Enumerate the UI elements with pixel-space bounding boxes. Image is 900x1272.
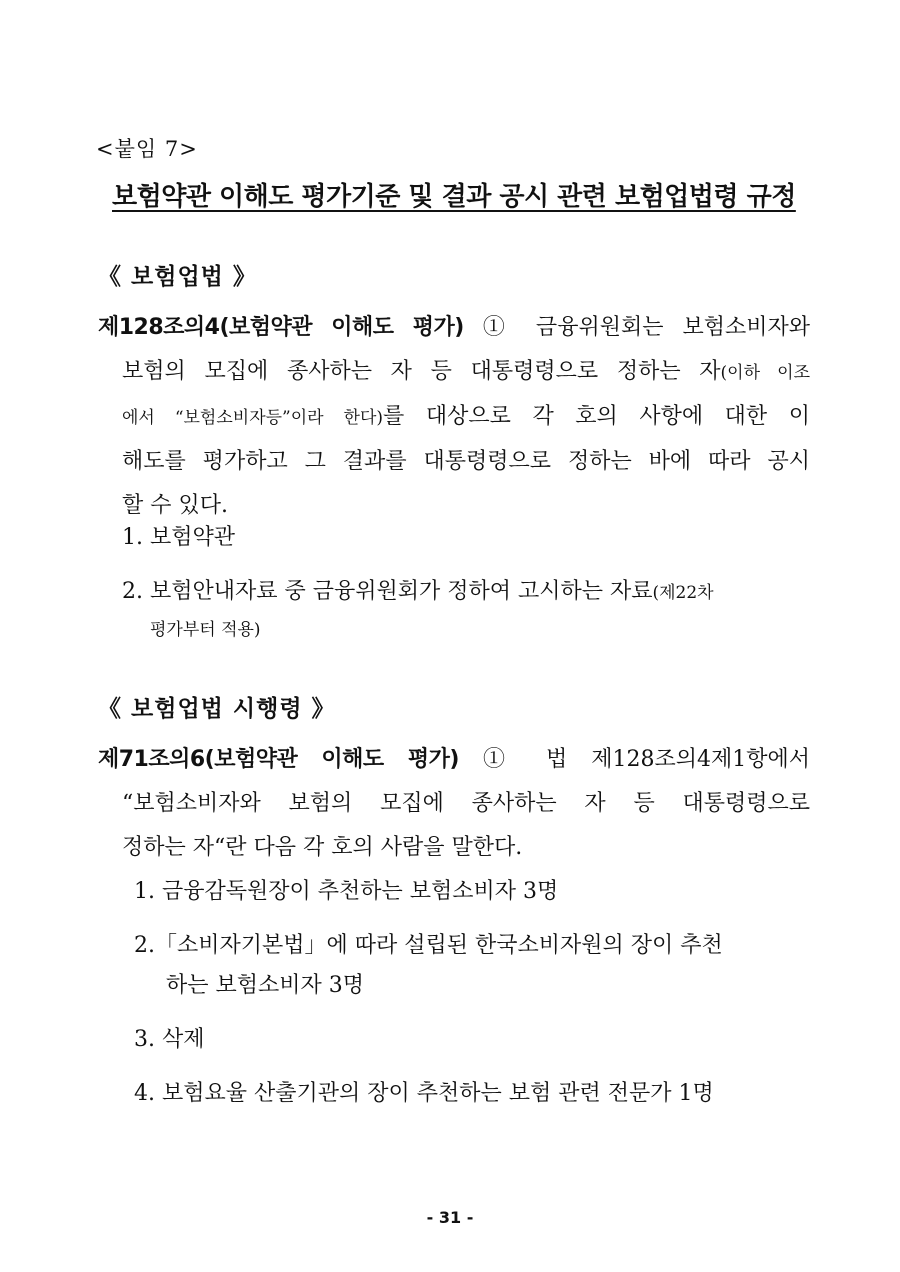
list-item-continuation xyxy=(150,609,261,650)
page-title: 보험약관 이해도 평가기준 및 결과 공시 관련 보험업법령 규정 xyxy=(112,182,796,212)
article-note: 에서 “보험소비자등”이라 한다) xyxy=(122,408,384,428)
list-item-note: 평가부터 적용) xyxy=(150,620,261,640)
article-line xyxy=(98,782,810,826)
article-text: 정하는 자“란 다음 각 호의 사람을 말한다. xyxy=(122,835,523,860)
list-item-text: 2. 보험안내자료 중 금융위원회가 정하여 고시하는 자료 xyxy=(122,579,653,604)
page-number: - 31 - xyxy=(426,1208,474,1227)
article-line xyxy=(98,440,810,484)
list-item-note: (제22차 xyxy=(652,583,714,603)
article-71-6 xyxy=(98,738,810,870)
article-text: 해도를 평가하고 그 결과를 대통령령으로 정하는 바에 따라 공시 xyxy=(122,449,810,474)
article-line xyxy=(98,738,810,782)
article-text: “보험소비자와 보험의 모집에 종사하는 자 등 대통령령으로 xyxy=(122,791,810,816)
article-line xyxy=(98,826,810,870)
article-text: 할 수 있다. xyxy=(122,493,228,518)
article-note: (이하 이조 xyxy=(720,363,810,383)
article-text: 보험의 모집에 종사하는 자 등 대통령령으로 정하는 자 xyxy=(122,359,721,384)
list-item-continuation: 하는 보험소비자 3명 xyxy=(166,973,364,998)
article-text: ① 법 제128조의4제1항에서 xyxy=(482,747,810,772)
list-item xyxy=(122,572,804,613)
attachment-label: <붙임 7> xyxy=(96,137,198,161)
list-item: 1. 보험약관 xyxy=(122,525,235,550)
section-heading-act: 《 보험업법 》 xyxy=(98,264,257,290)
list-item: 2.「소비자기본법」에 따라 설립된 한국소비자원의 장이 추천 xyxy=(134,933,723,958)
article-lead: 제128조의4(보험약관 이해도 평가) xyxy=(98,315,464,340)
article-128-4 xyxy=(98,306,810,528)
article-text: 를 대상으로 각 호의 사항에 대한 이 xyxy=(383,404,810,429)
article-line xyxy=(98,350,810,395)
list-item: 1. 금융감독원장이 추천하는 보험소비자 3명 xyxy=(134,879,559,904)
article-text: ① 금융위원회는 보험소비자와 xyxy=(482,315,811,340)
article-lead: 제71조의6(보험약관 이해도 평가) xyxy=(98,747,459,772)
article-line xyxy=(98,395,810,440)
article-line xyxy=(98,306,810,350)
list-item: 3. 삭제 xyxy=(134,1027,205,1052)
section-heading-decree: 《 보험업법 시행령 》 xyxy=(98,696,336,722)
list-item: 4. 보험요율 산출기관의 장이 추천하는 보험 관련 전문가 1명 xyxy=(134,1081,714,1106)
